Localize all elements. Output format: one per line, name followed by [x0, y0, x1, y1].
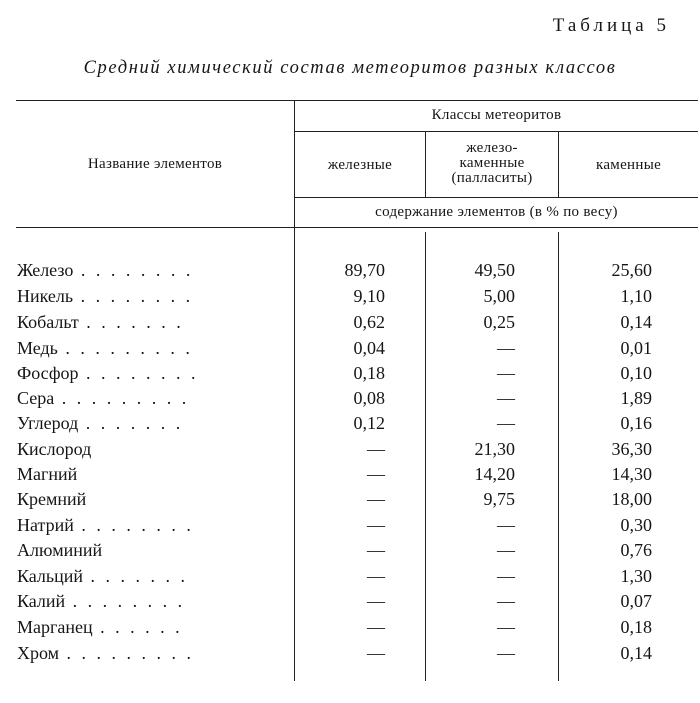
- table-row: [0, 284, 700, 309]
- header-stony-iron-line1: железо-: [466, 140, 518, 156]
- value-stony: 25,60: [611, 260, 652, 280]
- header-stony-iron-line2: каменные: [459, 155, 525, 171]
- table-top-rule: [16, 100, 698, 101]
- table-number: Таблица 5: [552, 15, 670, 36]
- value-stony-iron: —: [497, 338, 515, 358]
- value-stony: 0,10: [620, 363, 652, 383]
- table-caption: Средний химический состав метеоритов разных классов: [83, 58, 617, 78]
- value-iron: —: [367, 489, 385, 509]
- value-stony: 36,30: [611, 439, 652, 459]
- table-row: [0, 258, 700, 283]
- element-name: Калий . . . . . . . .: [17, 591, 186, 611]
- value-stony: 1,10: [620, 286, 652, 306]
- value-iron: 9,10: [353, 286, 385, 306]
- value-stony-iron: —: [497, 515, 515, 535]
- element-name: Фосфор . . . . . . . .: [17, 363, 199, 383]
- value-iron: —: [367, 515, 385, 535]
- value-stony: 14,30: [611, 464, 652, 484]
- element-name: Сера . . . . . . . . .: [17, 388, 190, 408]
- table-row: [0, 462, 700, 487]
- value-stony: 0,14: [620, 312, 652, 332]
- value-stony-iron: —: [497, 388, 515, 408]
- header-meteorite-classes: Классы метеоритов: [431, 107, 562, 123]
- header-stony-iron: [426, 141, 558, 186]
- header-stony-iron-line3: (палласиты): [451, 170, 533, 186]
- value-stony: 1,30: [620, 566, 652, 586]
- value-iron: 0,08: [353, 388, 385, 408]
- element-name: Медь . . . . . . . . .: [17, 338, 193, 358]
- value-stony-iron: —: [497, 413, 515, 433]
- table-row: [0, 411, 700, 436]
- value-iron: 0,04: [353, 338, 385, 358]
- subheader-rule: [294, 197, 698, 198]
- table-row: [0, 336, 700, 361]
- value-stony-iron: 5,00: [483, 286, 515, 306]
- value-stony-iron: —: [497, 363, 515, 383]
- value-stony-iron: —: [497, 566, 515, 586]
- header-iron: железные: [327, 157, 393, 173]
- value-stony-iron: —: [497, 591, 515, 611]
- element-name: Железо . . . . . . . .: [17, 260, 194, 280]
- table-row: [0, 437, 700, 462]
- value-stony-iron: —: [497, 540, 515, 560]
- table-row: [0, 310, 700, 335]
- value-stony: 0,76: [620, 540, 652, 560]
- table-row: [0, 589, 700, 614]
- element-name: Алюминий: [17, 540, 103, 560]
- value-stony-iron: 14,20: [474, 464, 515, 484]
- header-bottom-rule: [16, 227, 698, 228]
- value-stony: 0,16: [620, 413, 652, 433]
- value-stony-iron: 21,30: [474, 439, 515, 459]
- value-iron: —: [367, 643, 385, 663]
- value-stony-iron: 49,50: [474, 260, 515, 280]
- value-stony: 0,01: [620, 338, 652, 358]
- value-iron: —: [367, 439, 385, 459]
- table-row: [0, 615, 700, 640]
- element-name: Магний: [17, 464, 78, 484]
- value-iron: 0,62: [353, 312, 385, 332]
- value-stony-iron: —: [497, 643, 515, 663]
- element-name: Натрий . . . . . . . .: [17, 515, 194, 535]
- table-row: [0, 361, 700, 386]
- value-iron: 0,12: [353, 413, 385, 433]
- value-stony-iron: —: [497, 617, 515, 637]
- element-name: Хром . . . . . . . . .: [17, 643, 195, 663]
- header-element-name: Название элементов: [87, 156, 223, 172]
- table-row: [0, 386, 700, 411]
- table-row: [0, 641, 700, 666]
- element-name: Марганец . . . . . .: [17, 617, 183, 637]
- value-stony-iron: 9,75: [483, 489, 515, 509]
- table-row: [0, 564, 700, 589]
- element-name: Кальций . . . . . . .: [17, 566, 189, 586]
- value-iron: —: [367, 591, 385, 611]
- header-content-units: содержание элементов (в % по весу): [375, 204, 618, 220]
- element-name: Никель . . . . . . . .: [17, 286, 194, 306]
- element-name: Кислород: [17, 439, 92, 459]
- element-name: Кобальт . . . . . . .: [17, 312, 184, 332]
- value-stony: 0,14: [620, 643, 652, 663]
- header-stony: каменные: [595, 157, 662, 173]
- value-stony: 0,07: [620, 591, 652, 611]
- value-stony: 1,89: [620, 388, 652, 408]
- value-iron: —: [367, 617, 385, 637]
- element-name: Углерод . . . . . . .: [17, 413, 184, 433]
- classes-header-rule: [294, 131, 698, 132]
- table-row: [0, 487, 700, 512]
- table-row: [0, 538, 700, 563]
- value-stony: 18,00: [611, 489, 652, 509]
- table-row: [0, 513, 700, 538]
- value-iron: 89,70: [344, 260, 385, 280]
- value-iron: 0,18: [353, 363, 385, 383]
- value-stony: 0,30: [620, 515, 652, 535]
- value-iron: —: [367, 464, 385, 484]
- element-name: Кремний: [17, 489, 87, 509]
- value-iron: —: [367, 540, 385, 560]
- value-iron: —: [367, 566, 385, 586]
- value-stony: 0,18: [620, 617, 652, 637]
- value-stony-iron: 0,25: [483, 312, 515, 332]
